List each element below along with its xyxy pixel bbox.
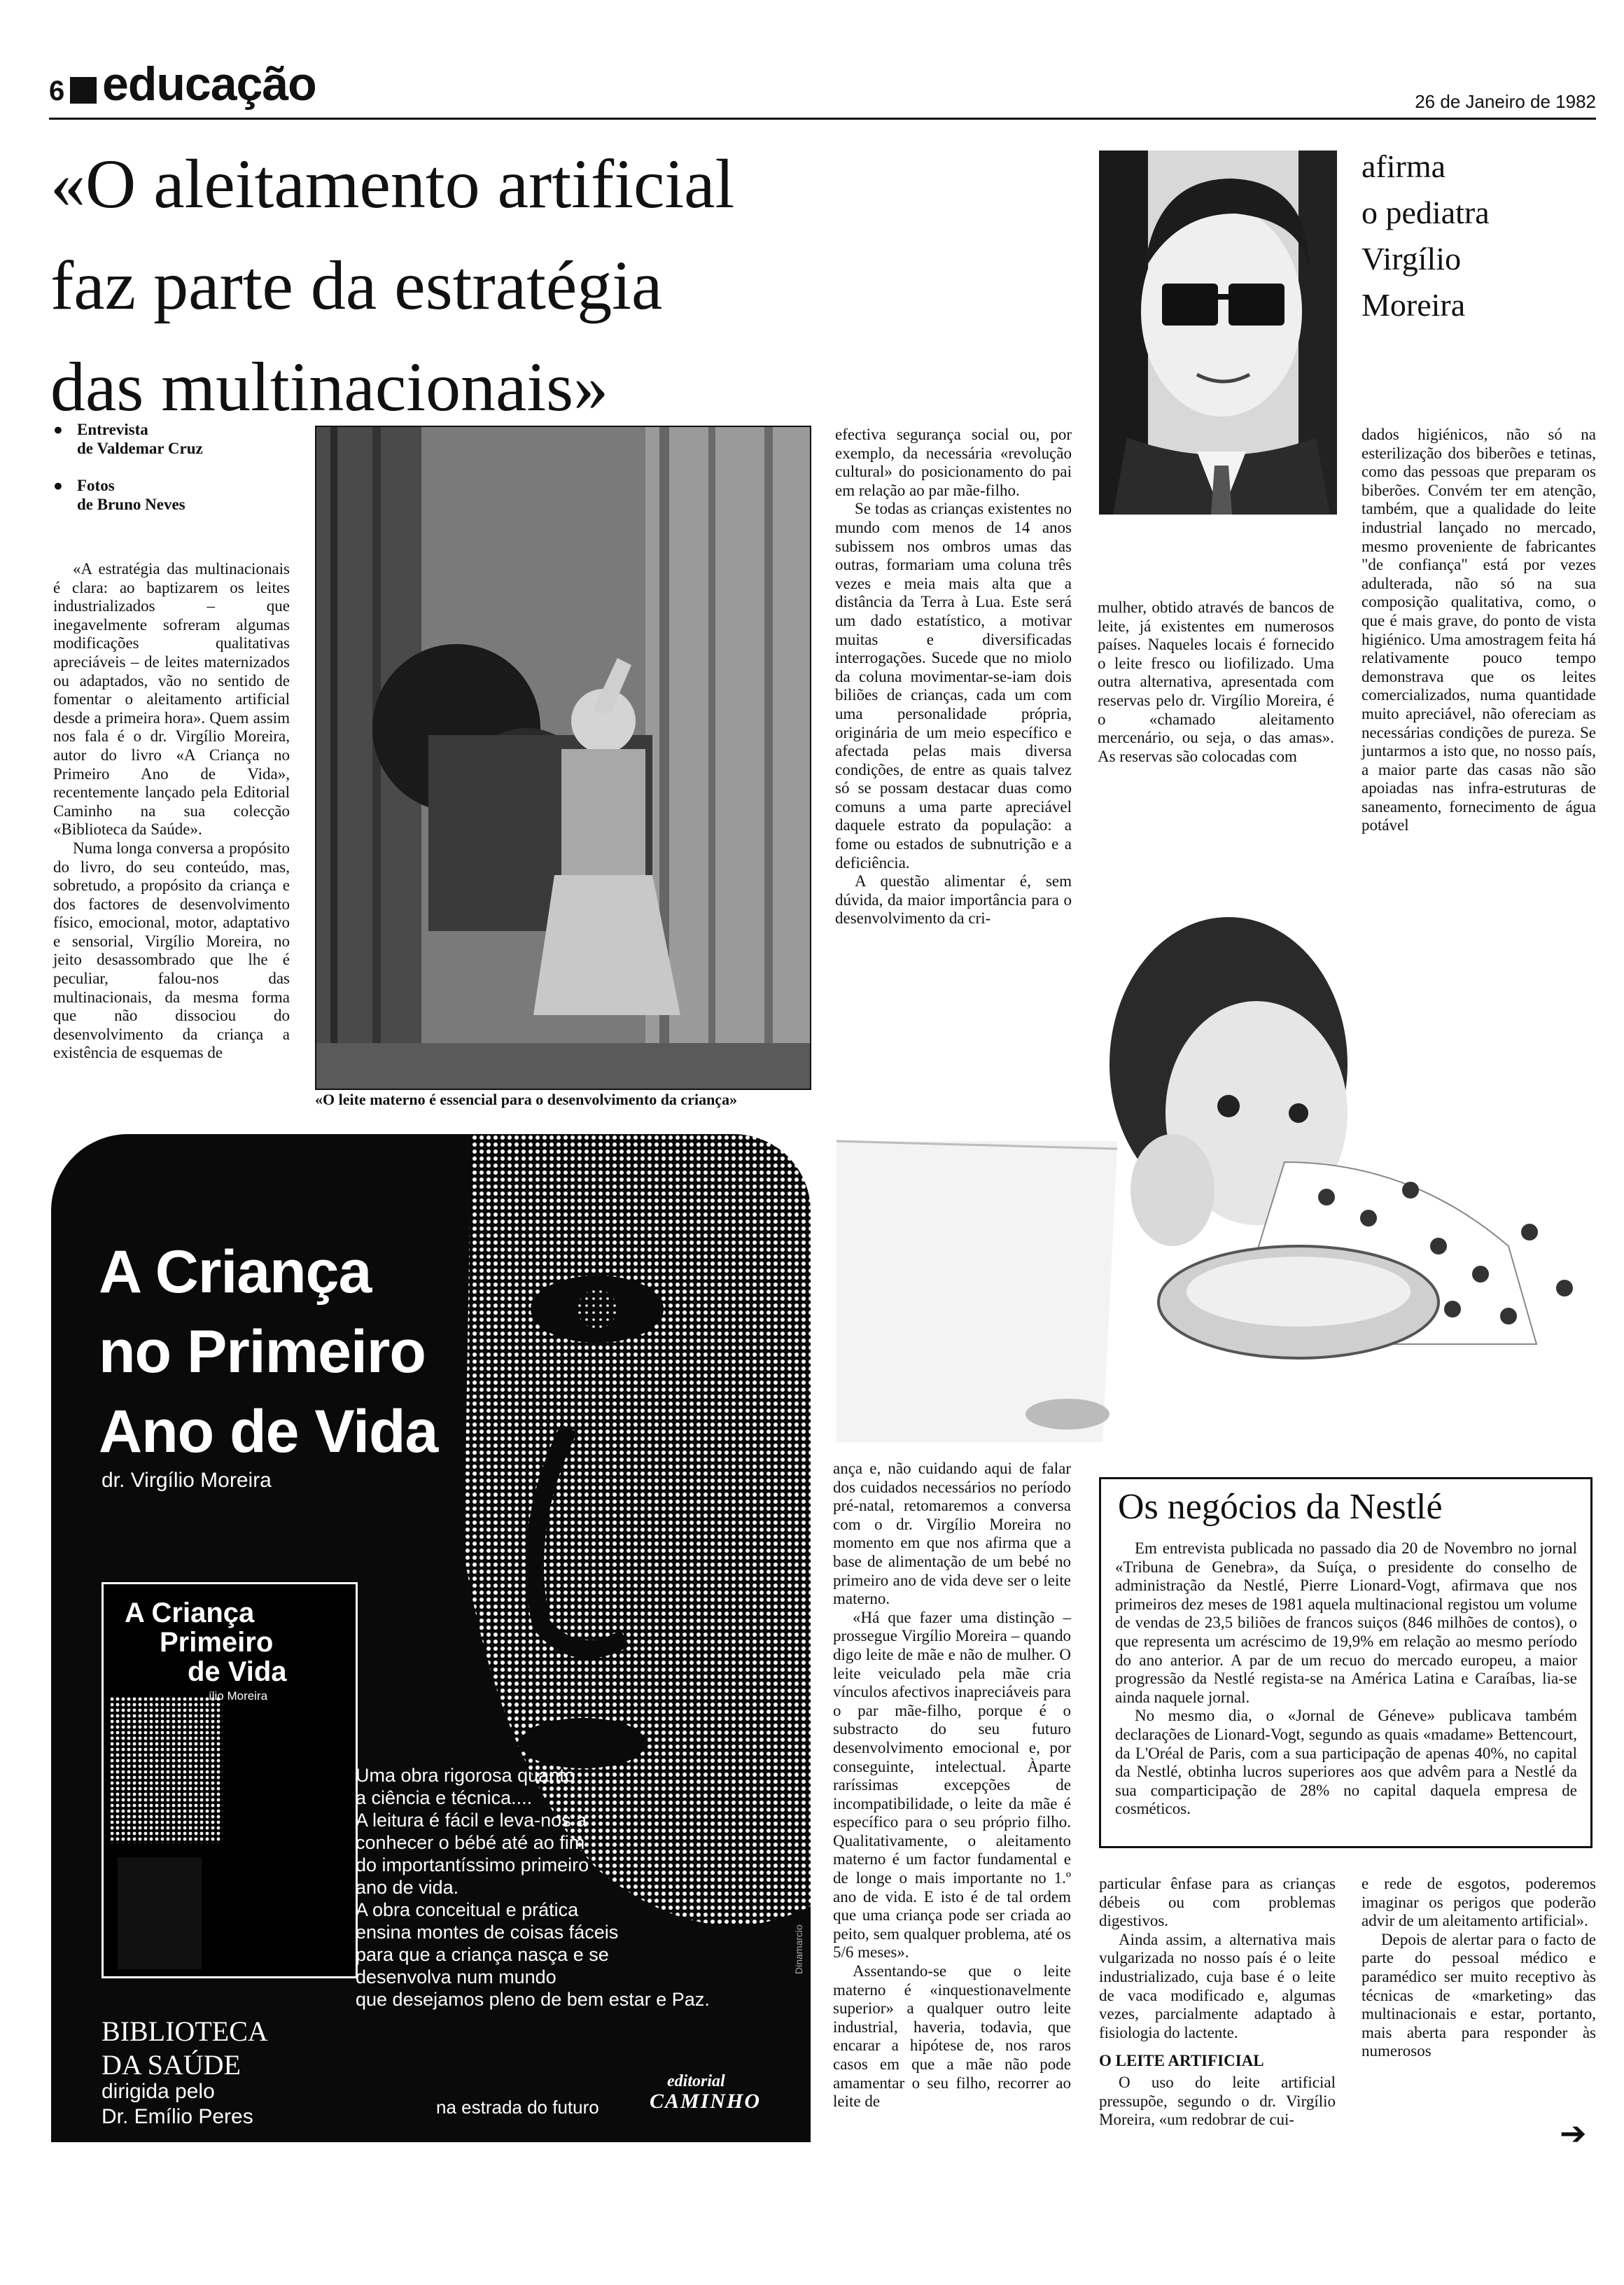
byline-photos-author: de Bruno Neves xyxy=(77,496,186,513)
ad-tagline-line: ano de vida. xyxy=(356,1877,459,1898)
article-column-1 xyxy=(53,560,290,1063)
pull-quote xyxy=(1362,144,1490,328)
book-cover-title-line-1: A Criança xyxy=(125,1598,255,1628)
pull-quote-line-4: Moreira xyxy=(1362,287,1466,323)
article-paragraph: dados higiénicos, não só na esterilização dos biberões e tetinas, como das pessoas que preparam os biberões. Convém ter em atenção, também, que a qualidade do leite industrial lançado no mercado, mesmo proveniente de fabricantes "de confiança" está por vezes adulterada, não só na sua composição qualitativa, como, o que é mais grave, do ponto de vista higiénico. Uma amostragem feita há relativamente pouco tempo demonstrava que os leites comercializados, numa quantidade muito apreciável, não ofereciam as necessárias condições de pureza. Se juntarmos a isto que, no nosso país, a maior parte das casas não são apoiadas nas infra-estruturas de saneamento, fornecimento de água potável xyxy=(1362,426,1596,834)
ad-publisher-name: CAMINHO xyxy=(650,2090,762,2113)
sidebar-paragraph: Em entrevista publicada no passado dia 20 de Novembro no jornal «Tribuna de Genebra», da Suíça, o presidente do conselho de administração da Nestlé, Pierre Lionard-Vogt, afirmava que nos primeiros dez meses de 1981 aquela multinacional registou um volume de vendas de 23,5 biliões de francos suiços (846 milhões de contos), o que representa um acréscimo de 19,9% em relação ao mesmo período do ano anterior. A par de um recuo do mercado europeu, a maior progressão da Nestlé regista-se na América Latina e Caraíbas, lia-se ainda naquele jornal. xyxy=(1115,1539,1577,1706)
ad-tagline xyxy=(356,1764,710,2011)
ad-director-line-1: dirigida pelo xyxy=(102,2080,215,2103)
continuation-arrow-icon: ➔ xyxy=(1560,2115,1587,2151)
article-paragraph: Depois de alertar para o facto de parte do pessoal médico e paramédico ser muito receptivo às técnicas de «marketing» das multinacionais e estar, portanto, mais aberta para responder às numerosos xyxy=(1362,1930,1596,2060)
ad-tagline-line: Uma obra rigorosa quanto xyxy=(356,1765,575,1786)
article-paragraph: ança e, não cuidando aqui de falar dos cuidados necessários no período pré-natal, retomaremos a conversa com o dr. Virgílio Moreira no momento em que nos afirma que a base de alimentação de um bebé no primeiro ano de vida deve ser o leite materno. xyxy=(833,1460,1071,1608)
article-paragraph: mulher, obtido através de bancos de leite, já existentes em numerosos países. Naqueles locais é fornecido o leite fresco ou liofilizado. Uma outra alternativa, apresentada com reservas pelo dr. Virgílio Moreira, é o «chamado aleitamento mercenário, ou seja, o das amas». As reservas são colocadas com xyxy=(1098,599,1334,765)
article-paragraph: A questão alimentar é, sem dúvida, da maior importância para o desenvolvimento da cri- xyxy=(835,872,1072,928)
sidebar-title: Os negócios da Nestlé xyxy=(1118,1487,1443,1527)
byline-interview-label: Entrevista xyxy=(77,421,148,438)
ad-publisher-slogan: na estrada do futuro xyxy=(436,2097,599,2118)
book-cover-author: ílio Moreira xyxy=(209,1689,268,1703)
article-paragraph: efectiva segurança social ou, por exemplo, da necessária «revolução cultural» do posicionamento do pai em relação ao par mãe-filho. xyxy=(835,426,1072,499)
section-title: educação xyxy=(102,57,316,111)
article-paragraph: particular ênfase para as crianças débeis ou com problemas digestivos. xyxy=(1099,1875,1336,1930)
ad-tagline-line: para que a criança nasça e se xyxy=(356,1944,609,1965)
main-headline xyxy=(50,133,1086,438)
sidebar-body xyxy=(1115,1539,1577,1819)
article-column-3-bottom xyxy=(833,1460,1071,2111)
ad-publisher-label: editorial xyxy=(667,2072,725,2090)
article-paragraph: e rede de esgotos, poderemos imaginar os perigos que poderão advir de um aleitamento artificial». xyxy=(1362,1875,1596,1930)
pull-quote-line-3: Virgílio xyxy=(1362,241,1462,277)
ad-director-line-2: Dr. Emílio Peres xyxy=(102,2105,253,2128)
portrait-illustration xyxy=(1099,151,1337,515)
nestle-sidebar-box xyxy=(1099,1477,1592,1848)
ad-tagline-line: A leitura é fácil e leva-nos a xyxy=(356,1810,587,1831)
article-column-4-top xyxy=(1098,599,1334,766)
article-column-4-bottom xyxy=(1099,1875,1336,2130)
page-number: 6 xyxy=(49,76,65,106)
book-cover-title-line-3: de Vida xyxy=(188,1656,287,1687)
eating-child-illustration xyxy=(836,798,1600,1442)
ad-tagline-line: a ciência e técnica.... xyxy=(356,1787,533,1808)
bullet-icon: ● xyxy=(53,477,63,494)
child-photo xyxy=(315,426,811,1090)
book-advertisement xyxy=(51,1134,811,2142)
ad-title-line-2: no Primeiro xyxy=(99,1318,426,1385)
ad-collection-line-2: DA SAÚDE xyxy=(102,2049,241,2081)
ad-tagline-line: conhecer o bébé até ao fim xyxy=(356,1832,585,1853)
article-column-5-top xyxy=(1362,426,1596,835)
pull-quote-line-1: afirma xyxy=(1362,148,1446,184)
pull-quote-line-2: o pediatra xyxy=(1362,195,1490,230)
article-paragraph: «A estratégia das multinacionais é clara: ao baptizarem os leites industrializados – que inegavelmente sofreram algumas modificações qualitativas apreciáveis – de leites maternizados ou adaptados, vão no sentido de fomentar o aleitamento artificial desde a primeira hora». Quem assim nos fala é o dr. Virgílio Moreira, autor do livro «A Criança no Primeiro Ano de Vida», recentemente lançado pela Editorial Caminho na sua colecção «Biblioteca da Saúde». xyxy=(53,560,290,839)
headline-line-1: «O aleitamento artificial xyxy=(50,145,735,223)
ad-director xyxy=(102,2079,253,2130)
ad-collection-line-1: BIBLIOTECA xyxy=(102,2015,268,2047)
ad-title xyxy=(99,1232,438,1472)
ad-title-line-3: Ano de Vida xyxy=(99,1398,438,1465)
byline xyxy=(53,420,291,514)
article-paragraph: Assentando-se que o leite materno é «inquestionavelmente superior» a qualquer outro leite industrial, haveria, todavia, que encarar a hipótese de, nos raros casos em que a mãe não pode amamentar o seu filho, recorrer ao leite de xyxy=(833,1962,1071,2111)
ad-tagline-line: que desejamos pleno de bem estar e Paz. xyxy=(356,1989,710,2010)
header-rule xyxy=(49,118,1596,120)
headline-line-3: das multinacionais» xyxy=(50,348,609,426)
article-column-5-bottom xyxy=(1362,1875,1596,2061)
ad-collection xyxy=(102,2015,268,2082)
ad-author: dr. Virgílio Moreira xyxy=(102,1469,272,1492)
book-cover-title xyxy=(125,1598,287,1686)
byline-photos-label: Fotos xyxy=(77,477,115,494)
portrait-photo xyxy=(1099,151,1337,515)
eating-child-photo xyxy=(836,798,1600,1442)
ad-tagline-line: do importantíssimo primeiro xyxy=(356,1854,589,1875)
ad-tagline-line: desenvolva num mundo xyxy=(356,1966,556,1987)
sidebar-paragraph: No mesmo dia, o «Jornal de Géneve» publicava também declarações de Lionard-Vogt, segundo as quais «madame» Bettencourt, da L'Oréal de Paris, com a sua participação de apenas 40%, no capital da Nestlé, obtinha lucros superiores aos que advêm para a Nestlé da sua comparticipação de 28% no capital daquela empresa de cosméticos. xyxy=(1115,1707,1577,1818)
ad-designer-credit: Dinamarcio xyxy=(793,1924,804,1974)
article-subhead: O LEITE ARTIFICIAL xyxy=(1099,2052,1264,2070)
article-paragraph: O uso do leite artificial pressupõe, segundo o dr. Virgílio Moreira, «um redobrar de cui- xyxy=(1099,2073,1336,2129)
headline-line-2: faz parte da estratégia xyxy=(50,246,663,324)
child-photo-illustration xyxy=(316,427,810,1089)
bullet-icon: ● xyxy=(53,421,63,438)
article-paragraph: Se todas as crianças existentes no mundo com menos de 14 anos subissem nos ombros umas das outras, formariam uma coluna três vezes e meia mais alta que a distância da Terra à Lua. Este será um dado estatístico, a motivar muitas e diversificadas interrogações. Sucede que no miolo da coluna movimentar-se-iam dois biliões de crianças, cada um com uma personalidade própria, originária de um meio específico e afectada pelas mais diversa condições, de entre as quais talvez só se possam destacar duas como comuns a uma parte apreciável daquele estrato da população: a fome ou estados de subnutrição e a deficiência. xyxy=(835,500,1072,872)
ad-tagline-line: A obra conceitual e prática xyxy=(356,1899,579,1920)
issue-date: 26 de Janeiro de 1982 xyxy=(1415,91,1596,112)
article-paragraph: Ainda assim, a alternativa mais vulgarizada no nosso país é o leite industrializado, cuja base é o leite de vaca modificado e, algumas vezes, parcialmente adaptado à fisiologia do lactente. xyxy=(1099,1930,1336,2041)
section-marker-square xyxy=(70,77,97,104)
photo-caption: «O leite materno é essencial para o desenvolvimento da criança» xyxy=(315,1091,738,1108)
byline-interview-author: de Valdemar Cruz xyxy=(77,440,203,457)
book-cover-title-line-2: Primeiro xyxy=(160,1627,274,1658)
ad-title-line-1: A Criança xyxy=(99,1238,372,1306)
book-cover xyxy=(102,1582,358,1978)
ad-tagline-line: ensina montes de coisas fáceis xyxy=(356,1922,619,1943)
article-paragraph: «Há que fazer uma distinção – prossegue Virgílio Moreira – quando digo leite de mãe e não de mulher. O leite veiculado pela mãe cria vínculos afectivos inapreciáveis para o par mãe-filho, porque é o substracto do seu futuro desenvolvimento emocional e, por conseguinte, intelectual. Àparte raríssimas excepções de incompatibilidade, o leite da mãe é específico para o seu próprio filho. Qualitativamente, o aleitamento materno é um factor fundamental e de longe o mais importante no 1.º ano de vida. E isto é de tal ordem que uma criança pode ser criada ao peito, sem qualquer problema, até os 5/6 meses». xyxy=(833,1608,1071,1962)
article-paragraph: Numa longa conversa a propósito do livro, do seu conteúdo, mas, sobretudo, a propósito da criança e dos factores de desenvolvimento físico, emocional, motor, adaptativo e sensorial, Virgílio Moreira, no jeito desassombrado que lhe é peculiar, falou-nos das multinacionais, da mesma forma que não dissociou do desenvolvimento da criança a existência de esquemas de xyxy=(53,839,290,1062)
